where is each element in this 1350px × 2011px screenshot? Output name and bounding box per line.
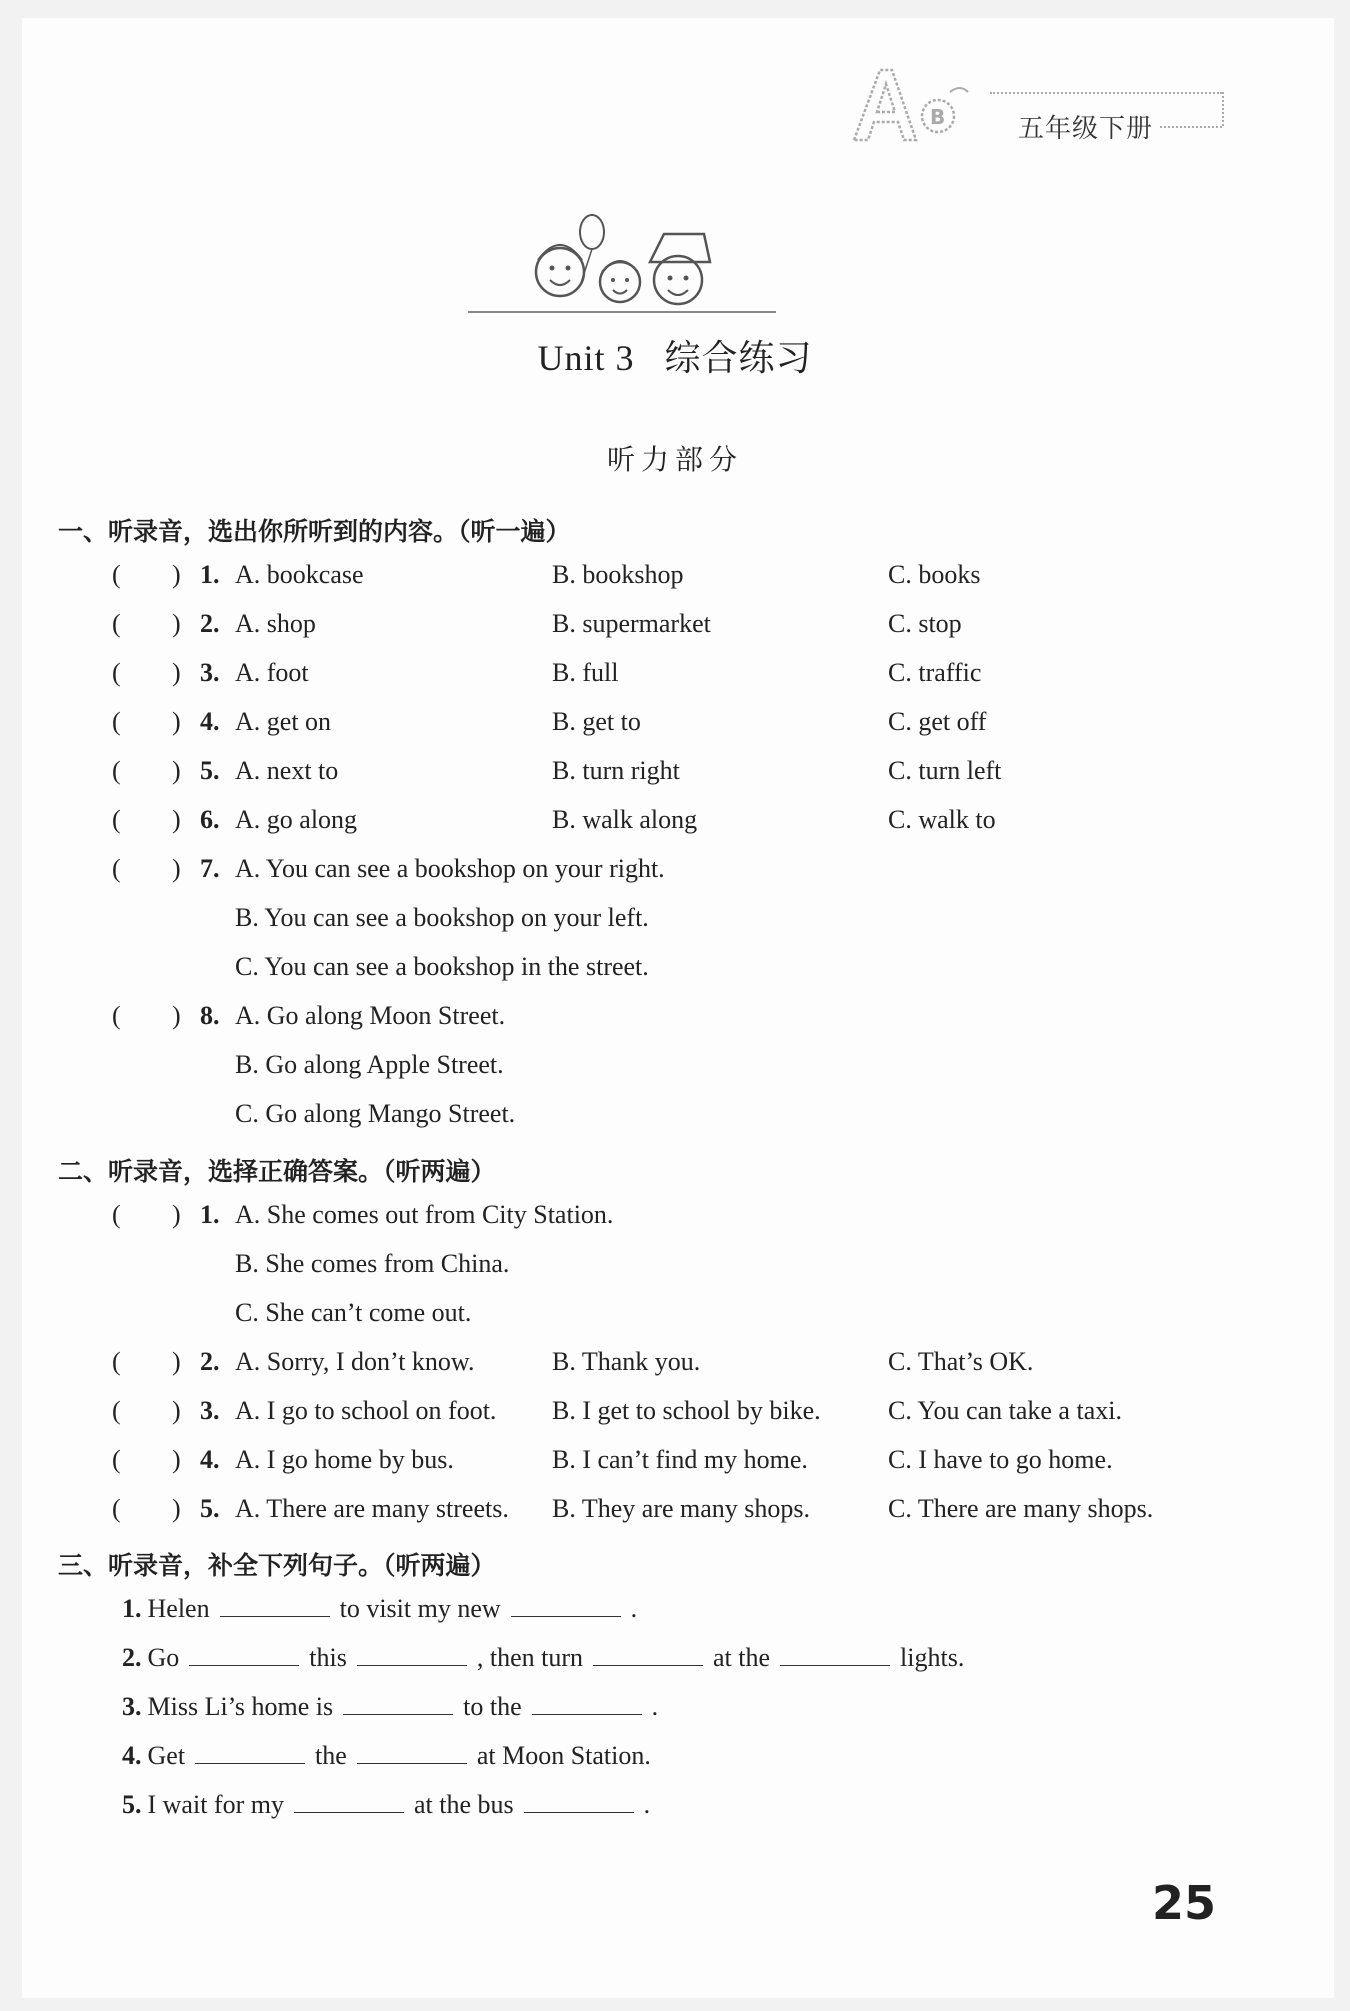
option-a: A. go along — [235, 805, 358, 834]
question-number: 1. — [200, 1200, 220, 1229]
answer-paren-open: ( — [112, 1001, 121, 1030]
sentence-text: Get — [147, 1741, 186, 1770]
part-title: 听力部分 — [606, 443, 743, 476]
option-a: A. There are many streets. — [235, 1494, 509, 1523]
option-c: C. walk to — [888, 805, 996, 834]
answer-paren-close: ) — [172, 609, 181, 638]
option-a: A. foot — [235, 658, 309, 687]
answer-paren-open: ( — [112, 1396, 121, 1425]
unit-number: Unit 3 — [537, 338, 635, 378]
option-a: A. I go to school on foot. — [235, 1396, 497, 1425]
option-a: A. shop — [235, 609, 316, 638]
sentence-text: I wait for my — [147, 1790, 284, 1819]
option-c: C. turn left — [888, 756, 1002, 785]
option-b: B. I get to school by bike. — [552, 1396, 821, 1425]
answer-paren-open: ( — [112, 1445, 121, 1474]
option-b: B. walk along — [552, 805, 698, 834]
answer-blank[interactable] — [780, 1643, 890, 1666]
option-c: C. You can see a bookshop in the street. — [235, 952, 649, 981]
option-c: C. stop — [888, 609, 962, 638]
question-number: 2. — [200, 609, 220, 638]
option-b: B. supermarket — [552, 609, 711, 638]
question-number: 7. — [200, 854, 220, 883]
unit-topic: 综合练习 — [664, 338, 813, 379]
answer-paren-open: ( — [112, 1200, 121, 1229]
kids-illustration — [468, 210, 776, 322]
option-a: A. She comes out from City Station. — [235, 1200, 614, 1229]
answer-paren-close: ) — [172, 756, 181, 785]
answer-blank[interactable] — [294, 1790, 404, 1813]
answer-blank[interactable] — [511, 1594, 621, 1617]
option-b: B. Go along Apple Street. — [235, 1050, 504, 1079]
answer-paren-close: ) — [172, 805, 181, 834]
answer-paren-close: ) — [172, 854, 181, 883]
option-c: C. traffic — [888, 658, 982, 687]
answer-paren-close: ) — [172, 1445, 181, 1474]
option-b: B. You can see a bookshop on your left. — [235, 903, 649, 932]
option-a: A. I go home by bus. — [235, 1445, 454, 1474]
answer-paren-close: ) — [172, 1494, 181, 1523]
sentence-number: 4. — [122, 1741, 142, 1770]
option-b: B. turn right — [552, 756, 680, 785]
ab-logo-icon — [846, 62, 976, 146]
answer-blank[interactable] — [593, 1643, 703, 1666]
option-c: C. get off — [888, 707, 987, 736]
section2-title: 二、听录音，选择正确答案。（听两遍） — [58, 1157, 496, 1186]
answer-paren-open: ( — [112, 609, 121, 638]
page-number: 25 — [1152, 1876, 1217, 1930]
question-number: 6. — [200, 805, 220, 834]
option-c: C. There are many shops. — [888, 1494, 1154, 1523]
sentence-text: to the — [463, 1692, 522, 1721]
answer-paren-close: ) — [172, 1396, 181, 1425]
option-a: A. Go along Moon Street. — [235, 1001, 506, 1030]
answer-paren-close: ) — [172, 658, 181, 687]
question-number: 3. — [200, 1396, 220, 1425]
answer-blank[interactable] — [189, 1643, 299, 1666]
answer-paren-open: ( — [112, 560, 121, 589]
question-number: 4. — [200, 1445, 220, 1474]
option-b: B. full — [552, 658, 619, 687]
sentence-text: , then turn — [476, 1643, 584, 1672]
option-c: C. Go along Mango Street. — [235, 1099, 516, 1128]
question-number: 3. — [200, 658, 220, 687]
answer-paren-open: ( — [112, 756, 121, 785]
sentence-text: to visit my new — [339, 1594, 501, 1623]
answer-paren-open: ( — [112, 707, 121, 736]
sentence-number: 3. — [122, 1692, 142, 1721]
answer-blank[interactable] — [532, 1692, 642, 1715]
header-dotted-line — [1222, 92, 1224, 126]
option-b: B. bookshop — [552, 560, 684, 589]
option-a: A. You can see a bookshop on your right. — [235, 854, 665, 883]
option-b: B. I can’t find my home. — [552, 1445, 808, 1474]
sentence-text: this — [309, 1643, 347, 1672]
question-number: 5. — [200, 756, 220, 785]
answer-blank[interactable] — [524, 1790, 634, 1813]
answer-blank[interactable] — [220, 1594, 330, 1617]
answer-paren-close: ) — [172, 707, 181, 736]
option-a: A. next to — [235, 756, 339, 785]
answer-paren-open: ( — [112, 805, 121, 834]
answer-paren-open: ( — [112, 1347, 121, 1376]
sentence-text: Helen — [147, 1594, 210, 1623]
sentence-text: . — [651, 1692, 659, 1721]
sentence-number: 5. — [122, 1790, 142, 1819]
option-b: B. Thank you. — [552, 1347, 701, 1376]
answer-paren-open: ( — [112, 1494, 121, 1523]
option-c: C. I have to go home. — [888, 1445, 1113, 1474]
grade-label: 五年级下册 — [1018, 114, 1154, 144]
answer-paren-open: ( — [112, 658, 121, 687]
sentence-text: at the bus — [413, 1790, 514, 1819]
section3-title: 三、听录音，补全下列句子。（听两遍） — [58, 1551, 496, 1580]
answer-blank[interactable] — [195, 1741, 305, 1764]
answer-blank[interactable] — [343, 1692, 453, 1715]
option-a: A. Sorry, I don’t know. — [235, 1347, 475, 1376]
answer-paren-close: ) — [172, 560, 181, 589]
option-a: A. get on — [235, 707, 332, 736]
question-number: 8. — [200, 1001, 220, 1030]
question-number: 1. — [200, 560, 220, 589]
fill-sentence — [122, 1790, 650, 1820]
sentence-text: at the — [713, 1643, 771, 1672]
question-number: 2. — [200, 1347, 220, 1376]
sentence-text: . — [643, 1790, 651, 1819]
sentence-text: . — [630, 1594, 638, 1623]
option-b: B. get to — [552, 707, 641, 736]
option-b: B. She comes from China. — [235, 1249, 510, 1278]
question-number: 4. — [200, 707, 220, 736]
fill-sentence — [122, 1594, 637, 1624]
answer-blank[interactable] — [357, 1643, 467, 1666]
question-number: 5. — [200, 1494, 220, 1523]
unit-title — [0, 330, 1350, 381]
header-dotted-line — [1160, 126, 1222, 128]
option-c: C. That’s OK. — [888, 1347, 1034, 1376]
answer-paren-open: ( — [112, 854, 121, 883]
sentence-number: 1. — [122, 1594, 142, 1623]
option-a: A. bookcase — [235, 560, 364, 589]
answer-paren-close: ) — [172, 1200, 181, 1229]
sentence-text: lights. — [900, 1643, 965, 1672]
option-b: B. They are many shops. — [552, 1494, 811, 1523]
svg-text:B: B — [930, 105, 946, 129]
answer-blank[interactable] — [357, 1741, 467, 1764]
option-c: C. You can take a taxi. — [888, 1396, 1122, 1425]
answer-paren-close: ) — [172, 1001, 181, 1030]
option-c: C. books — [888, 560, 981, 589]
sentence-text: Go — [147, 1643, 180, 1672]
fill-sentence — [122, 1643, 964, 1673]
section1-title: 一、听录音，选出你所听到的内容。（听一遍） — [58, 517, 571, 546]
header-dotted-line — [990, 92, 1222, 94]
fill-sentence — [122, 1741, 651, 1771]
answer-paren-close: ) — [172, 1347, 181, 1376]
sentence-text: the — [315, 1741, 347, 1770]
option-c: C. She can’t come out. — [235, 1298, 472, 1327]
sentence-text: at Moon Station. — [476, 1741, 651, 1770]
sentence-number: 2. — [122, 1643, 142, 1672]
fill-sentence — [122, 1692, 658, 1722]
sentence-text: Miss Li’s home is — [147, 1692, 334, 1721]
